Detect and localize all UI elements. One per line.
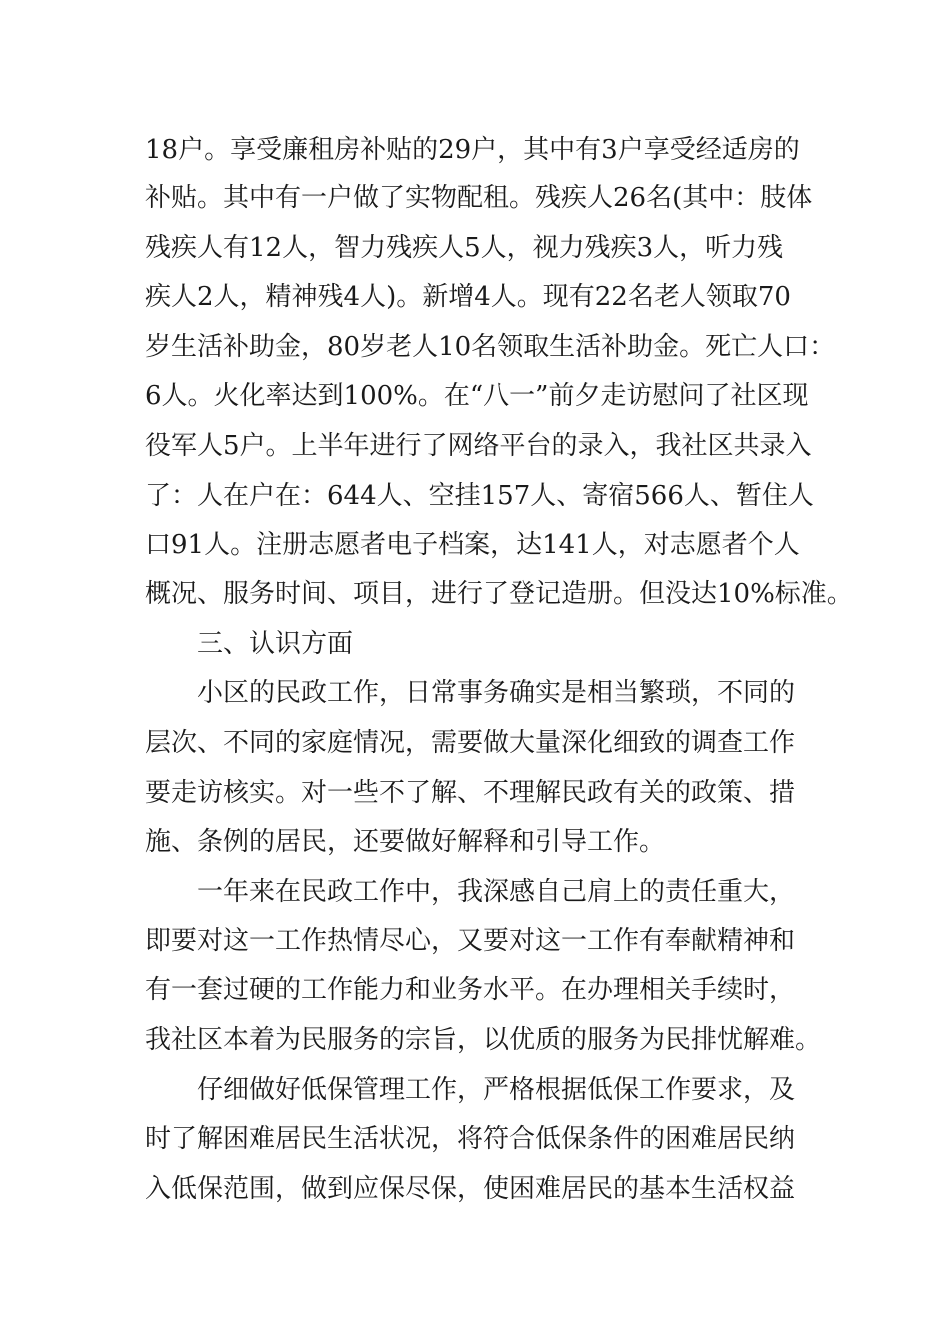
text-line: 有一套过硬的工作能力和业务水平。在办理相关手续时， <box>145 975 796 1005</box>
text-line: 疾人2人，精神残4人)。新增4人。现有22名老人领取70 <box>145 282 791 312</box>
text-line: 小区的民政工作，日常事务确实是相当繁琐，不同的 <box>197 678 796 708</box>
text-line: 岁生活补助金，80岁老人10名领取生活补助金。死亡人口： <box>145 332 836 362</box>
text-line: 残疾人有12人，智力残疾人5人，视力残疾3人，听力残 <box>145 233 784 263</box>
text-line: 补贴。其中有一户做了实物配租。残疾人26名(其中：肢体 <box>145 183 813 213</box>
text-line: 役军人5户。上半年进行了网络平台的录入，我社区共录入 <box>145 431 812 461</box>
text-line: 即要对这一工作热情尽心，又要对这一工作有奉献精神和 <box>145 926 796 956</box>
text-line: 一年来在民政工作中，我深感自己肩上的责任重大， <box>197 877 796 907</box>
text-line: 口91人。注册志愿者电子档案，达141人，对志愿者个人 <box>145 530 800 560</box>
text-line: 时了解困难居民生活状况，将符合低保条件的困难居民纳 <box>145 1124 796 1154</box>
text-line: 施、条例的居民，还要做好解释和引导工作。 <box>145 827 666 857</box>
text-line: 要走访核实。对一些不了解、不理解民政有关的政策、措 <box>145 778 796 808</box>
text-line: 入低保范围，做到应保尽保，使困难居民的基本生活权益 <box>145 1174 796 1204</box>
text-line: 概况、服务时间、项目，进行了登记造册。但没达10%标准。 <box>145 579 853 609</box>
text-line: 仔细做好低保管理工作，严格根据低保工作要求，及 <box>197 1075 796 1105</box>
section-heading: 三、认识方面 <box>197 629 354 659</box>
text-line: 了：人在户在：644人、空挂157人、寄宿566人、暂住人 <box>145 481 814 511</box>
text-line: 6人。火化率达到100%。在“八一”前夕走访慰问了社区现 <box>145 381 809 411</box>
text-line: 18户。享受廉租房补贴的29户，其中有3户享受经适房的 <box>145 135 800 165</box>
text-line: 我社区本着为民服务的宗旨，以优质的服务为民排忧解难。 <box>145 1025 822 1055</box>
text-line: 层次、不同的家庭情况，需要做大量深化细致的调查工作 <box>145 728 796 758</box>
